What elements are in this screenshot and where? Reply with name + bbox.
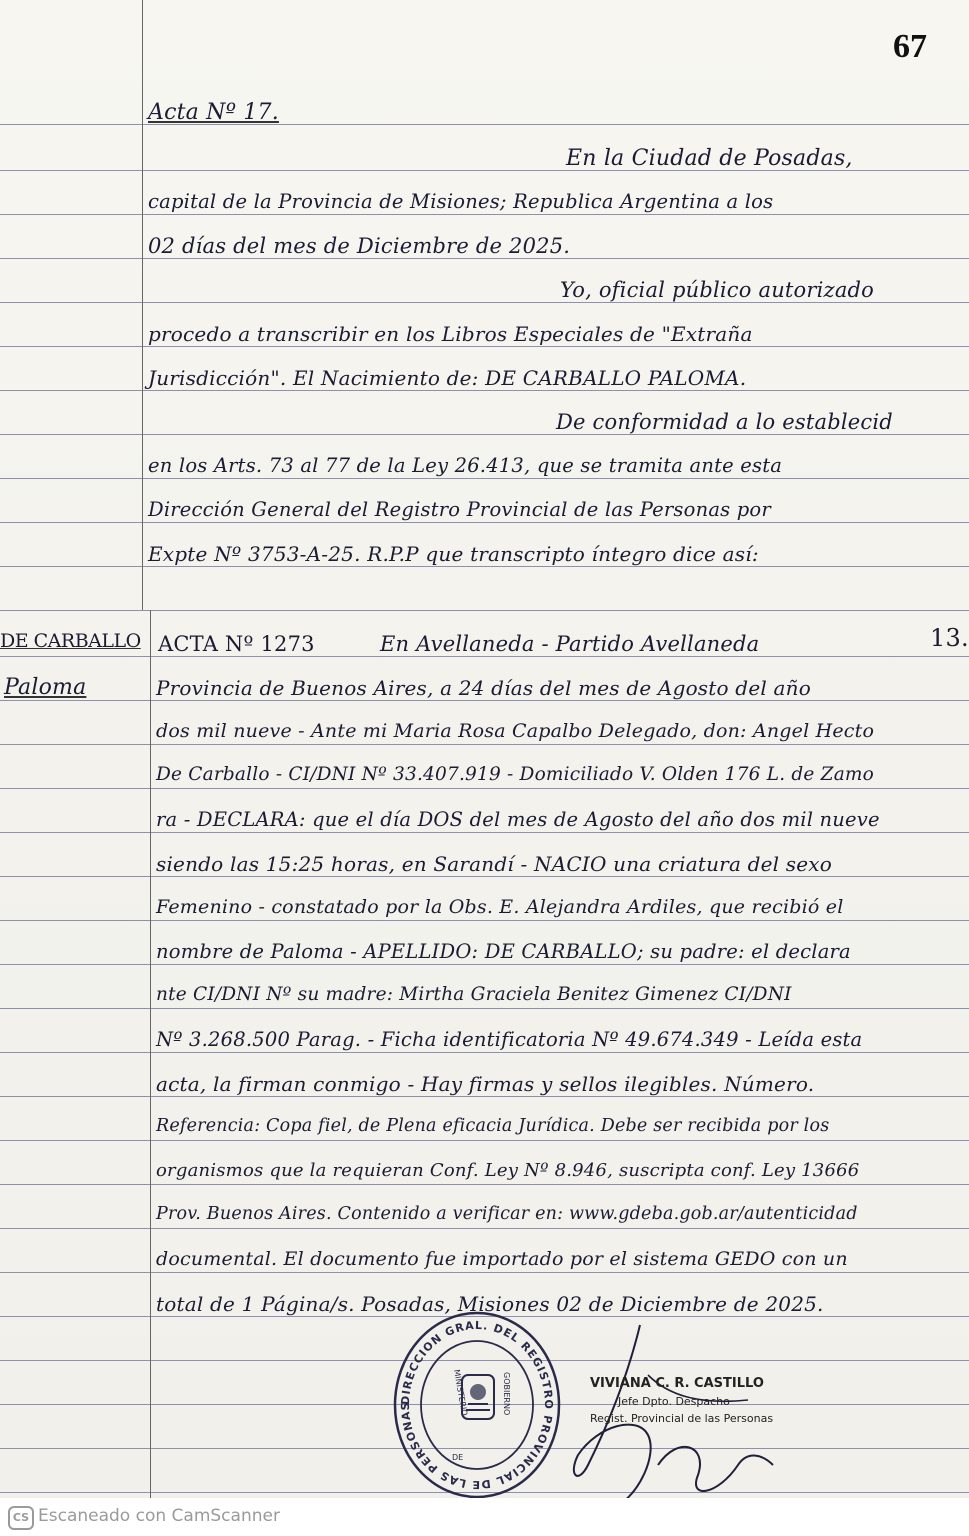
ruled-line — [0, 566, 969, 567]
acta-line: total de 1 Página/s. Posadas, Misiones 02 de Diciembre de 2025. — [156, 1292, 824, 1316]
margin-name: Paloma — [4, 675, 87, 700]
acta-folio: 13. — [930, 624, 969, 652]
header-line: Yo, oficial público autorizado — [560, 278, 875, 302]
ruled-line — [0, 434, 969, 435]
acta-line: Prov. Buenos Aires. Contenido a verificar en: www.gdeba.gob.ar/autenticidad — [156, 1204, 858, 1224]
signatory-office: Regist. Provincial de las Personas — [590, 1412, 774, 1425]
ruled-line — [0, 920, 969, 921]
header-line: Jurisdicción". El Nacimiento de: DE CARBALLO PALOMA. — [148, 366, 747, 390]
ruled-line — [0, 478, 969, 479]
ruled-line — [0, 522, 969, 523]
acta-line: Provincia de Buenos Aires, a 24 días del mes de Agosto del año — [156, 676, 811, 700]
svg-text:DE: DE — [452, 1453, 464, 1462]
acta-line: dos mil nueve - Ante mi Maria Rosa Capalbo Delegado, don: Angel Hecto — [156, 720, 875, 742]
svg-text:GOBIERNO: GOBIERNO — [502, 1372, 511, 1416]
header-line: en los Arts. 73 al 77 de la Ley 26.413, que se tramita ante esta — [148, 454, 783, 477]
ruled-line — [0, 1184, 969, 1185]
ruled-line — [0, 700, 969, 701]
acta-line: nte CI/DNI Nº su madre: Mirtha Graciela Benitez Gimenez CI/DNI — [156, 984, 792, 1005]
acta-line: siendo las 15:25 horas, en Sarandí - NACIO una criatura del sexo — [156, 852, 833, 876]
ruled-line — [0, 346, 969, 347]
acta-line: documental. El documento fue importado por el sistema GEDO con un — [156, 1248, 848, 1270]
ruled-line — [0, 1228, 969, 1229]
acta-line: De Carballo - CI/DNI Nº 33.407.919 - Domiciliado V. Olden 176 L. de Zamo — [156, 764, 875, 785]
acta-place: En Avellaneda - Partido Avellaneda — [380, 632, 760, 656]
header-line: Expte Nº 3753-A-25. R.P.P que transcripto íntegro dice así: — [148, 542, 759, 566]
acta-line: Femenino - constatado por la Obs. E. Alejandra Ardiles, que recibió el — [156, 896, 844, 918]
ruled-line — [0, 964, 969, 965]
header-line: De conformidad a lo establecid — [556, 410, 893, 434]
margin-surname: DE CARBALLO — [0, 630, 141, 652]
ruled-line — [0, 1272, 969, 1273]
ruled-line — [0, 258, 969, 259]
header-line: Dirección General del Registro Provincial de las Personas por — [148, 498, 771, 521]
ruled-line — [0, 876, 969, 877]
header-line: capital de la Provincia de Misiones; Republica Argentina a los — [148, 190, 774, 213]
scanner-footer — [0, 1498, 969, 1536]
acta-line: Nº 3.268.500 Parag. - Ficha identificatoria Nº 49.674.349 - Leída esta — [156, 1028, 863, 1051]
acta-line: ra - DECLARA: que el día DOS del mes de Agosto del año dos mil nueve — [156, 808, 880, 831]
ruled-line — [0, 302, 969, 303]
ruled-line — [0, 390, 969, 391]
header-line: 02 días del mes de Diciembre de 2025. — [148, 234, 571, 258]
scanner-watermark: Escaneado con CamScanner — [38, 1506, 280, 1526]
ruled-line — [0, 1140, 969, 1141]
page-number: 67 — [893, 28, 927, 65]
ruled-line — [0, 1008, 969, 1009]
ruled-line — [0, 124, 969, 125]
ruled-line — [0, 214, 969, 215]
svg-text:DIRECCION GRAL. DEL REGISTRO P: DIRECCION GRAL. DEL REGISTRO PROVINCIAL DE LAS PERSONAS — [398, 1318, 556, 1492]
ruled-line — [0, 788, 969, 789]
acta-heading: Acta Nº 17. — [148, 100, 279, 125]
signatory-name: VIVIANA C. R. CASTILLO — [590, 1376, 764, 1391]
ruled-line — [0, 1096, 969, 1097]
ruled-line — [0, 1052, 969, 1053]
signatory-title: Jefe Dpto. Despacho — [618, 1395, 730, 1408]
margin-line — [150, 610, 151, 1498]
header-line: procedo a transcribir en los Libros Especiales de "Extraña — [148, 322, 753, 346]
acta-line: organismos que la requieran Conf. Ley Nº 8.946, suscripta conf. Ley 13666 — [156, 1160, 860, 1181]
ruled-line — [0, 656, 969, 657]
acta-line: acta, la firman conmigo - Hay firmas y sellos ilegibles. Número. — [156, 1072, 815, 1096]
camscanner-icon: CS — [8, 1506, 34, 1530]
acta-line: nombre de Paloma - APELLIDO: DE CARBALLO; su padre: el declara — [156, 940, 851, 963]
acta-number: ACTA Nº 1273 — [158, 632, 315, 656]
header-line: En la Ciudad de Posadas, — [566, 146, 853, 171]
official-seal — [392, 1310, 562, 1500]
ruled-line — [0, 744, 969, 745]
acta-line: Referencia: Copa fiel, de Plena eficacia Jurídica. Debe ser recibida por los — [156, 1116, 830, 1136]
ruled-line — [0, 832, 969, 833]
ruled-line — [0, 610, 969, 611]
margin-line — [142, 0, 143, 610]
svg-text:MINISTERIO: MINISTERIO — [452, 1368, 470, 1417]
